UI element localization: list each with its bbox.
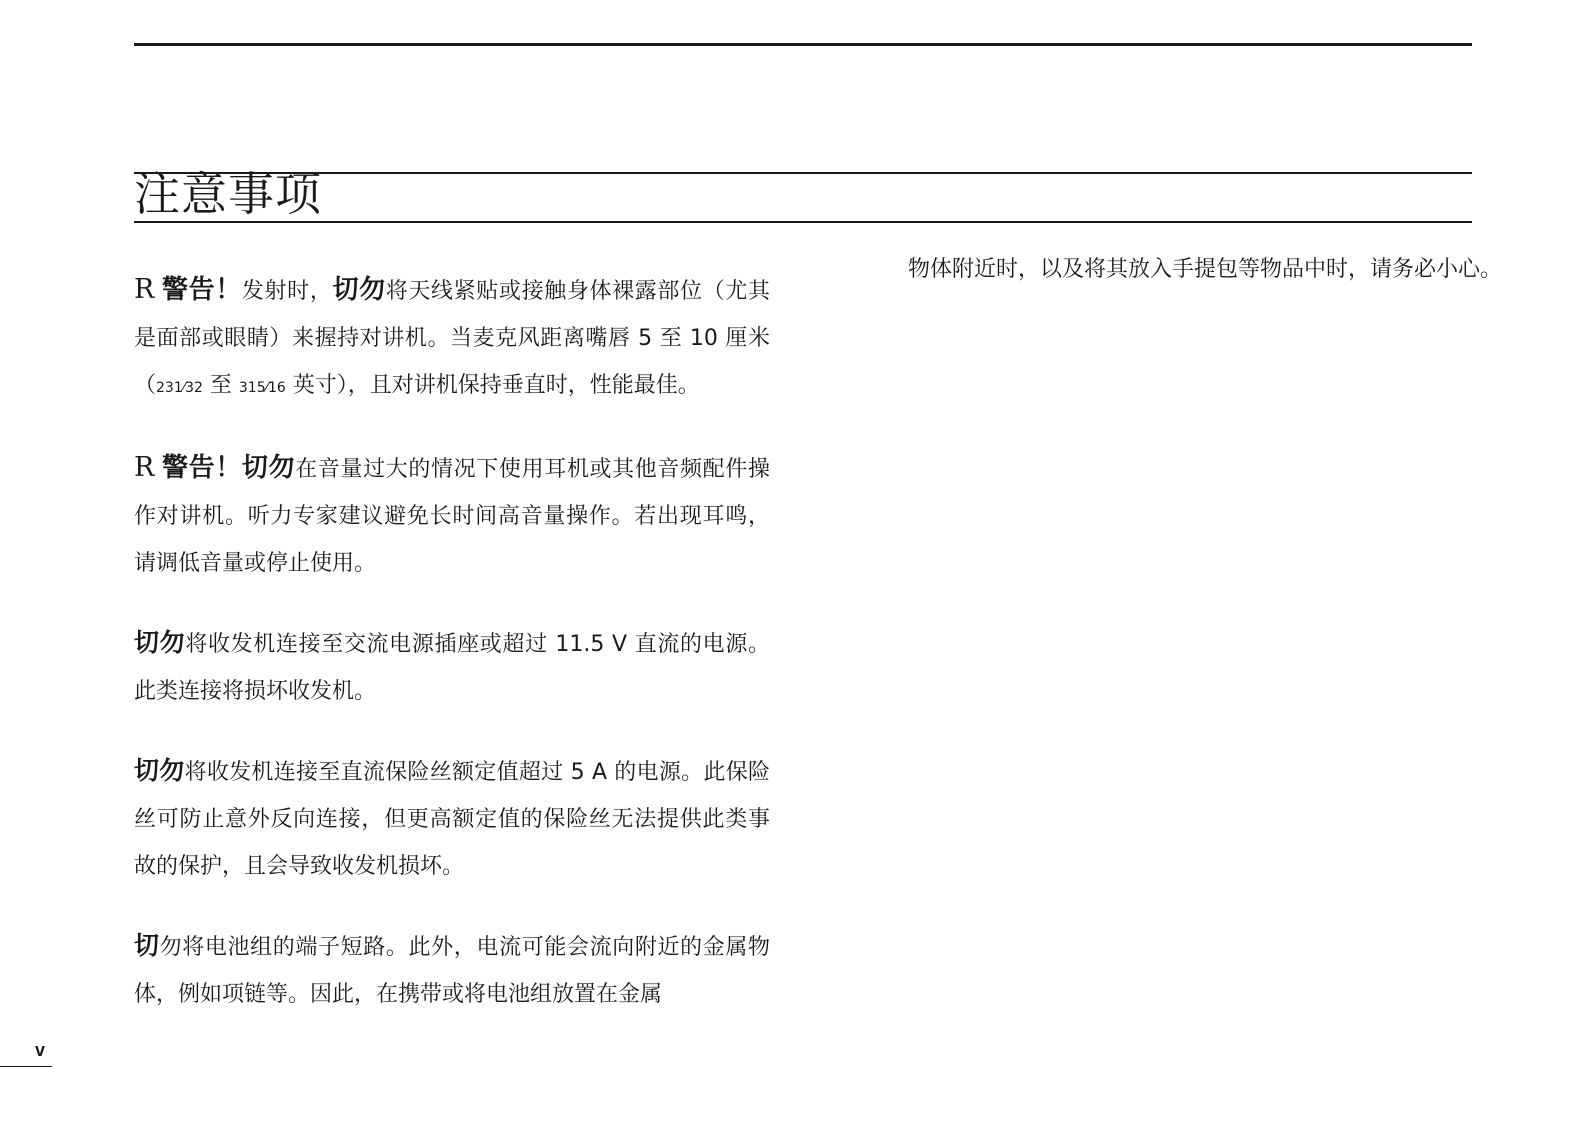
never-label: 切 <box>134 931 160 960</box>
paragraph-text: 勿将电池组的端子短路。此外，电流可能会流向附近的金属物体，例如项链等。因此，在携带或将电池组放置在金属 <box>134 935 770 1007</box>
warning-mark: R <box>134 452 155 483</box>
page-number-rule <box>0 1066 52 1067</box>
caution-paragraph-short <box>134 922 770 1018</box>
title-rule-bottom <box>134 221 1472 223</box>
warning-paragraph-2 <box>134 444 770 587</box>
never-label: 切勿 <box>134 756 185 785</box>
fraction-inches-1: 231⁄32 <box>156 380 203 396</box>
paragraph-text: 将收发机连接至交流电源插座或超过 11.5 V 直流的电源。此类连接将损坏收发机。 <box>134 632 770 704</box>
paragraph-text: 在音量过大的情况下使用耳机或其他音频配件操作对讲机。听力专家建议避免长时间高音量操作。若出现耳鸣，请调低音量或停止使用。 <box>134 457 770 576</box>
warning-label: 警告！ <box>161 453 242 483</box>
warning-mark: R <box>134 274 155 305</box>
paragraph-continuation: 物体附近时，以及将其放入手提包等物品中时，请务必小心。 <box>908 257 1503 282</box>
fraction-inches-2: 315⁄16 <box>238 380 286 396</box>
caution-paragraph-fuse <box>134 747 770 890</box>
never-label: 切勿 <box>332 275 386 305</box>
warning-label: 警告！ <box>161 275 242 305</box>
right-column <box>908 246 1568 293</box>
left-column <box>134 266 770 1050</box>
paragraph-text: 发射时， <box>241 279 333 304</box>
paragraph-text: 英寸），且对讲机保持垂直时，性能最佳。 <box>285 373 700 398</box>
paragraph-text: 将天线紧贴或接触身体裸露部位（尤其是面部或眼睛）来握持对讲机。当麦克风距离嘴唇 5 至 10 厘米（ <box>134 279 770 398</box>
warning-paragraph-1 <box>134 266 770 412</box>
caution-paragraph-ac <box>134 619 770 715</box>
page-title: 注意事项 <box>134 167 322 221</box>
title-rule-top <box>134 172 1472 174</box>
never-label: 切勿 <box>134 628 186 657</box>
header-rule <box>134 43 1472 46</box>
paragraph-text: 将收发机连接至直流保险丝额定值超过 5 A 的电源。此保险丝可防止意外反向连接，但更高额定值的保险丝无法提供此类事故的保护，且会导致收发机损坏。 <box>134 760 770 879</box>
never-label: 切勿 <box>241 453 296 483</box>
paragraph-text: 至 <box>202 373 239 398</box>
page-number: v <box>35 1040 46 1060</box>
